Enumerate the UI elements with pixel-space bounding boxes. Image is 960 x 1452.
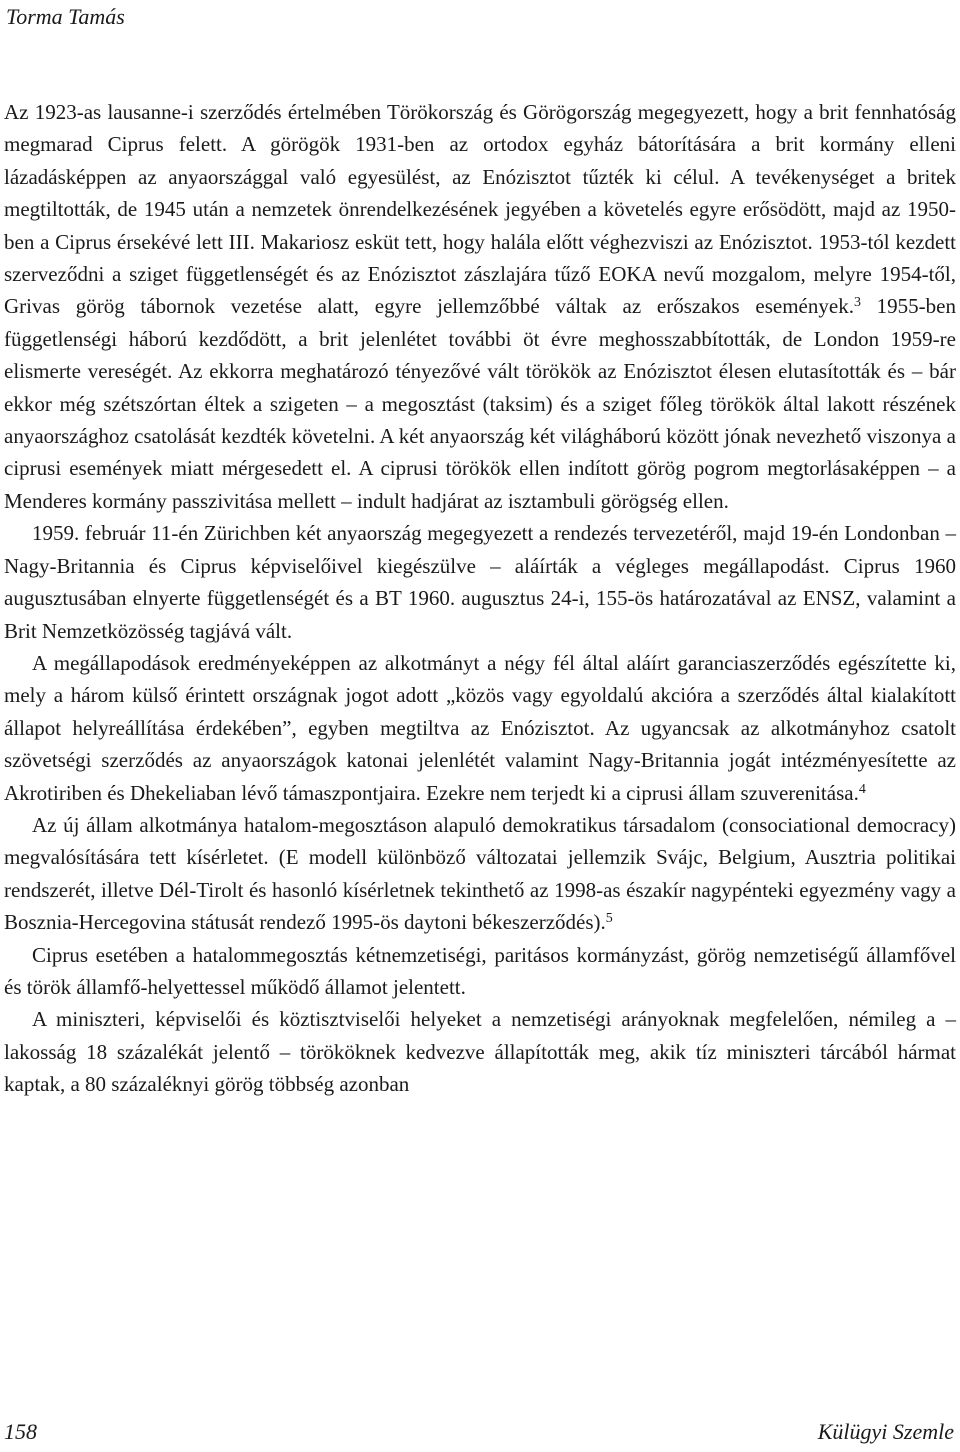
paragraph-5	[4, 939, 956, 1004]
body-text	[4, 96, 956, 1101]
footnote-ref-4[interactable]: 4	[858, 781, 866, 797]
paragraph-4-text: Az új állam alkotmánya hatalom-megosztáson alapuló demokratikus társadalom (consociational democracy) megvalósítására tett kísérletet. (E modell különböző változatai jellemzik Svájc, Belgium, Ausztria politikai rendszerét, illetve Dél-Tirolt és hasonló kísérletnek tekinthető az 1998-as északír nagypénteki egyezmény vagy a Bosznia-Hercegovina státusát rendező 1995-ös daytoni békeszerződés).	[4, 812, 956, 935]
paragraph-1-text: Az 1923-as lausanne-i szerződés értelmében Törökország és Görögország megegyezett, hogy a brit fennhatóság megmarad Ciprus felett. A görögök 1931-ben az ortodox egyház bátorítására a brit kormány elleni lázadásképpen az anyaországgal való egyesülést, az Enózisztot tűzték ki célul. A tevékenységet a britek megtiltották, de 1945 után a nemzetek önrendelkezésének jegyében a követelés egyre erősödött, majd az 1950-ben a Ciprus érsekévé lett III. Makariosz esküt tett, hogy halála előtt véghezviszi az Enózisztot. 1953-tól kezdett szerveződni a sziget függetlenségét és az Enózisztot zászlajára tűző EOKA nevű mozgalom, melyre 1954-től, Grivas görög tábornok vezetése alatt, egyre jellemzőbbé váltak az erőszakos események.	[4, 100, 956, 319]
paragraph-5-text: Ciprus esetében a hatalommegosztás kétnemzetiségi, paritásos kormányzást, görög nemzetiségű államfővel és török államfő-helyettessel működő államot jelentett.	[4, 942, 956, 999]
paragraph-1-text-cont: 1955-ben függetlenségi háború kezdődött, a brit jelenlétet további öt évre meghosszabbították, de London 1959-re elismerte vereségét. Az ekkorra meghatározó tényezővé vált törökök az Enózisztot élesen elutasították és – bár ekkor még szétszórtan éltek a szigeten – a megosztást (taksim) és a sziget főleg törökök által lakott részének anyaországhoz csatolását kezdték követelni. A két anyaország két világháború között jónak nevezhető viszonya a ciprusi események miatt mérgesedett el. A ciprusi törökök ellen indított görög pogrom megtorlásaképpen – a Menderes kormány passzivitása mellett – indult hadjárat az isztambuli görögség ellen.	[4, 294, 956, 513]
paragraph-2-text: 1959. február 11-én Zürichben két anyaország megegyezett a rendezés tervezetéről, majd 19-én Londonban – Nagy-Britannia és Ciprus képviselőivel kiegészülve – aláírták a végleges megállapodást. Ciprus 1960 augusztusában elnyerte függetlenségét és a BT 1960. augusztus 24-i, 155-ös határozatával az ENSZ, valamint a Brit Nemzetközösség tagjává vált.	[4, 521, 956, 643]
paragraph-3	[4, 647, 956, 809]
journal-name: Külügyi Szemle	[817, 1419, 954, 1444]
running-head-author: Torma Tamás	[6, 4, 125, 29]
paragraph-6-text: A miniszteri, képviselői és köztisztviselői helyeket a nemzetiségi arányoknak megfelelően, némileg a – lakosság 18 százalékát jelentő – törököknek kedvezve állapították meg, akik tíz miniszteri tárcából hármat kaptak, a 80 százaléknyi görög többség azonban	[4, 1007, 956, 1097]
page-number: 158	[4, 1419, 37, 1444]
footnote-ref-5[interactable]: 5	[605, 911, 613, 927]
paragraph-1	[4, 96, 956, 517]
paragraph-6	[4, 1003, 956, 1100]
footnote-ref-3[interactable]: 3	[853, 295, 861, 311]
paragraph-2	[4, 517, 956, 647]
paragraph-4	[4, 809, 956, 939]
paragraph-3-text: A megállapodások eredményeképpen az alkotmányt a négy fél által aláírt garanciaszerződés egészítette ki, mely a három külső érintett országnak jogot adott „közös vagy egyoldalú akcióra a szerződés által kialakított állapot helyreállítása érdekében”, egyben megtiltva az Enózisztot. Az ugyancsak az alkotmányhoz csatolt szövetségi szerződés az anyaországok katonai jelenlétét valamint Nagy-Britannia jogát intézményesítette az Akrotiriben és Dhekeliaban lévő támaszpontjaira. Ezekre nem terjedt ki a ciprusi állam szuverenitása.	[4, 650, 956, 805]
